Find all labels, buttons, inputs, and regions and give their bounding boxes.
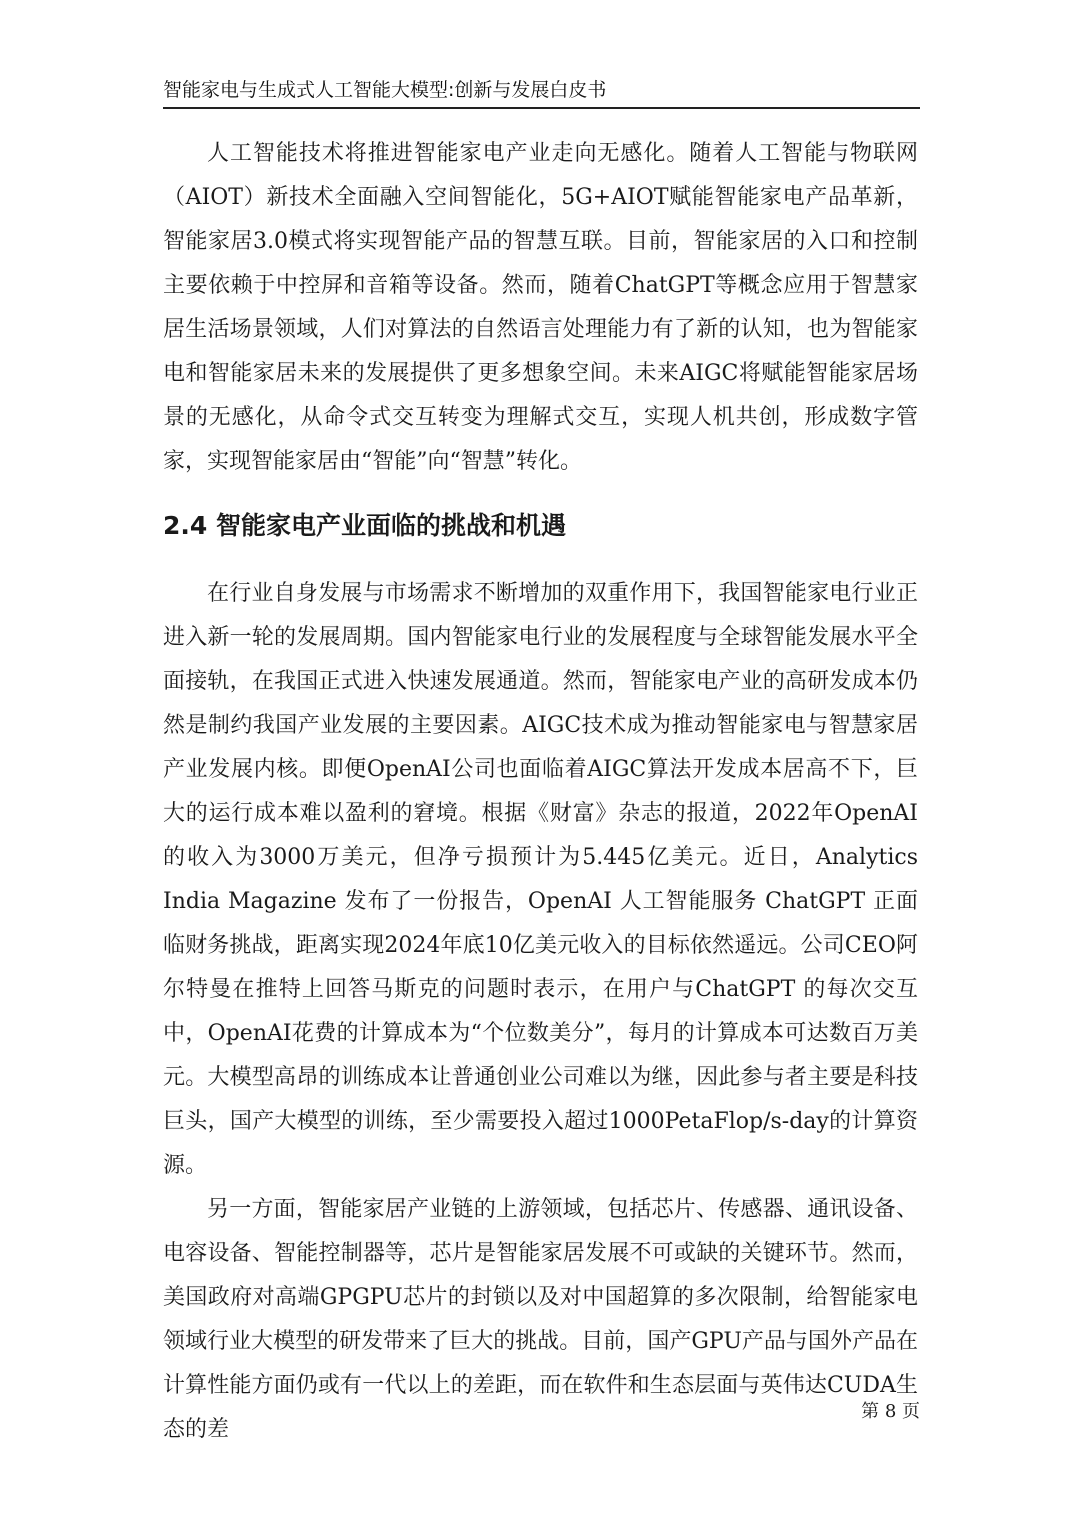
paragraph-aiot-nonsense: 人工智能技术将推进智能家电产业走向无感化。随着人工智能与物联网（AIOT）新技术全面融入空间智能化，5G+AIOT赋能智能家电产品革新，智能家居3.0模式将实现智能产品的智慧互联。目前，智能家居的入口和控制主要依赖于中控屏和音箱等设备。然而，随着ChatGPT等概念应用于智慧家居生活场景领域，人们对算法的自然语言处理能力有了新的认知，也为智能家电和智能家居未来的发展提供了更多想象空间。未来AIGC将赋能智能家居场景的无感化，从命令式交互转变为理解式交互，实现人机共创，形成数字管家，实现智能家居由“智能”向“智慧”转化。 — [163, 141, 918, 474]
page-content — [163, 132, 918, 1452]
running-header: 智能家电与生成式人工智能大模型:创新与发展白皮书 — [163, 75, 920, 109]
page-number: 第 8 页 — [861, 1401, 920, 1422]
paragraph-industry-challenges: 在行业自身发展与市场需求不断增加的双重作用下，我国智能家电行业正进入新一轮的发展周期。国内智能家电行业的发展程度与全球智能发展水平全面接轨，在我国正式进入快速发展通道。然而，智能家电产业的高研发成本仍然是制约我国产业发展的主要因素。AIGC技术成为推动智能家电与智慧家居产业发展内核。即便OpenAI公司也面临着AIGC算法开发成本居高不下，巨大的运行成本难以盈利的窘境。根据《财富》杂志的报道，2022年OpenAI 的收入为3000万美元，但净亏损预计为5.445亿美元。近日，Analytics India Magazine 发布了一份报告，OpenAI 人工智能服务 ChatGPT 正面临财务挑战，距离实现2024年底10亿美元收入的目标依然遥远。公司CEO阿尔特曼在推特上回答马斯克的问题时表示，在用户与ChatGPT 的每次交互中，OpenAI花费的计算成本为“个位数美分”，每月的计算成本可达数百万美元。大模型高昂的训练成本让普通创业公司难以为继，因此参与者主要是科技巨头，国产大模型的训练，至少需要投入超过1000PetaFlop/s-day的计算资源。 — [163, 581, 918, 1178]
paragraph-supply-chain: 另一方面，智能家居产业链的上游领域，包括芯片、传感器、通讯设备、电容设备、智能控制器等，芯片是智能家居发展不可或缺的关键环节。然而，美国政府对高端GPGPU芯片的封锁以及对中国超算的多次限制，给智能家电领域行业大模型的研发带来了巨大的挑战。目前，国产GPU产品与国外产品在计算性能方面仍或有一代以上的差距，而在软件和生态层面与英伟达CUDA生态的差 — [163, 1197, 918, 1442]
section-heading: 2.4 智能家电产业面临的挑战和机遇 — [163, 511, 566, 540]
